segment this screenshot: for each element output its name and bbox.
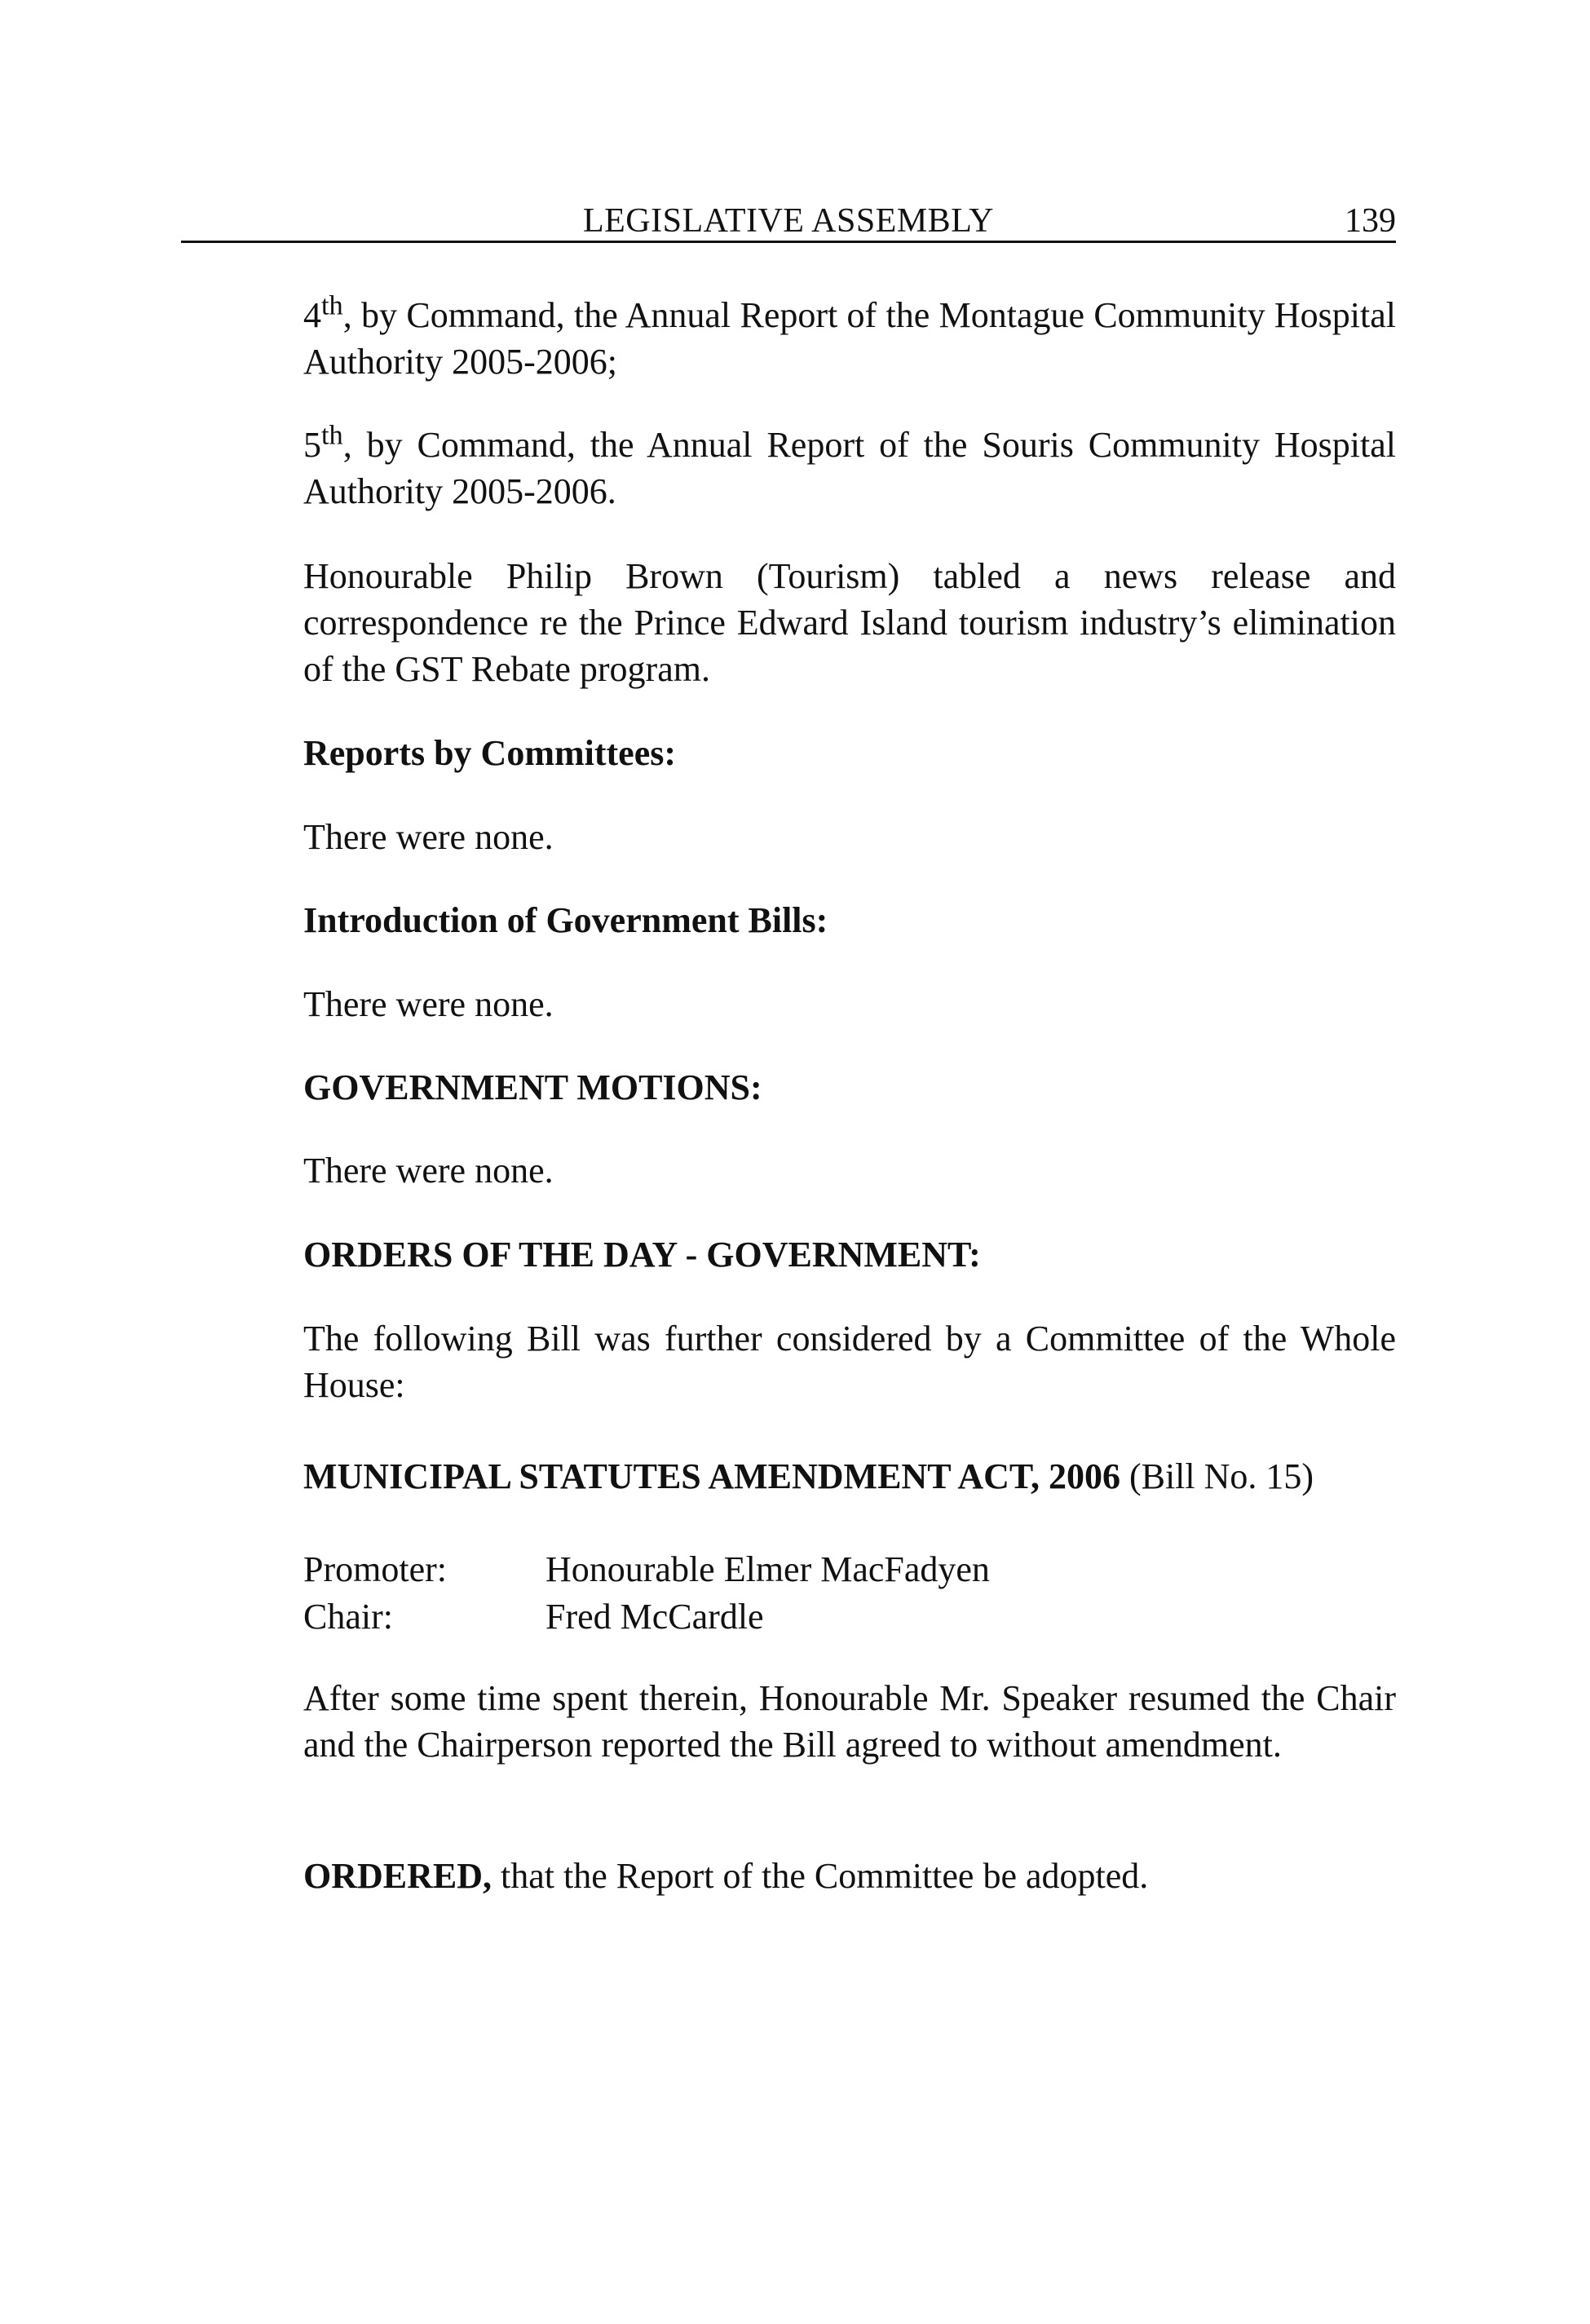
- bill-number: (Bill No. 15): [1128, 1456, 1314, 1496]
- tabled-item-5: [303, 419, 1396, 515]
- promoter-value: Honourable Elmer MacFadyen: [545, 1549, 990, 1589]
- section-body-bills: There were none.: [303, 984, 554, 1024]
- section-body-orders: The following Bill was further considered by a Committee of the Whole House:: [303, 1319, 1396, 1405]
- running-head: LEGISLATIVE ASSEMBLY: [583, 202, 994, 240]
- item-ordinal: 5: [303, 425, 321, 465]
- item-ordinal: 4: [303, 295, 321, 335]
- bill-title: MUNICIPAL STATUTES AMENDMENT ACT, 2006: [303, 1456, 1120, 1496]
- item-text: , by Command, the Annual Report of the Souris Community Hospital Authority 2005-2006.: [303, 425, 1396, 511]
- ordered-paragraph: [303, 1853, 1396, 1899]
- section-heading-bills: Introduction of Government Bills:: [303, 900, 828, 940]
- promoter-row: [303, 1546, 990, 1593]
- section-heading-reports: Reports by Committees:: [303, 733, 676, 773]
- section-heading-motions: GOVERNMENT MOTIONS:: [303, 1067, 762, 1107]
- tabled-item-4: [303, 289, 1396, 385]
- section-body-reports: There were none.: [303, 817, 554, 857]
- after-paragraph: After some time spent therein, Honourable Mr. Speaker resumed the Chair and the Chairperson reported the Bill agreed to without amendment.: [303, 1678, 1396, 1765]
- section-heading-orders: ORDERS OF THE DAY - GOVERNMENT:: [303, 1235, 981, 1275]
- item-ordinal-suffix: th: [321, 419, 343, 451]
- page-number: 139: [1345, 202, 1396, 240]
- chair-value: Fred McCardle: [545, 1597, 764, 1637]
- tabled-paragraph: Honourable Philip Brown (Tourism) tabled a news release and correspondence re the Prince Edward Island tourism industry’s elimination of the GST Rebate program.: [303, 556, 1396, 689]
- section-body-motions: There were none.: [303, 1151, 554, 1191]
- chair-row: [303, 1593, 764, 1640]
- bill-title-line: [303, 1453, 1396, 1500]
- item-text: , by Command, the Annual Report of the Montague Community Hospital Authority 2005-2006;: [303, 295, 1396, 382]
- item-ordinal-suffix: th: [321, 289, 343, 321]
- ordered-text: that the Report of the Committee be adopted.: [501, 1856, 1149, 1896]
- promoter-label: Promoter:: [303, 1549, 447, 1589]
- chair-label: Chair:: [303, 1597, 393, 1637]
- page-header: [181, 200, 1396, 243]
- ordered-lead: ORDERED,: [303, 1856, 492, 1896]
